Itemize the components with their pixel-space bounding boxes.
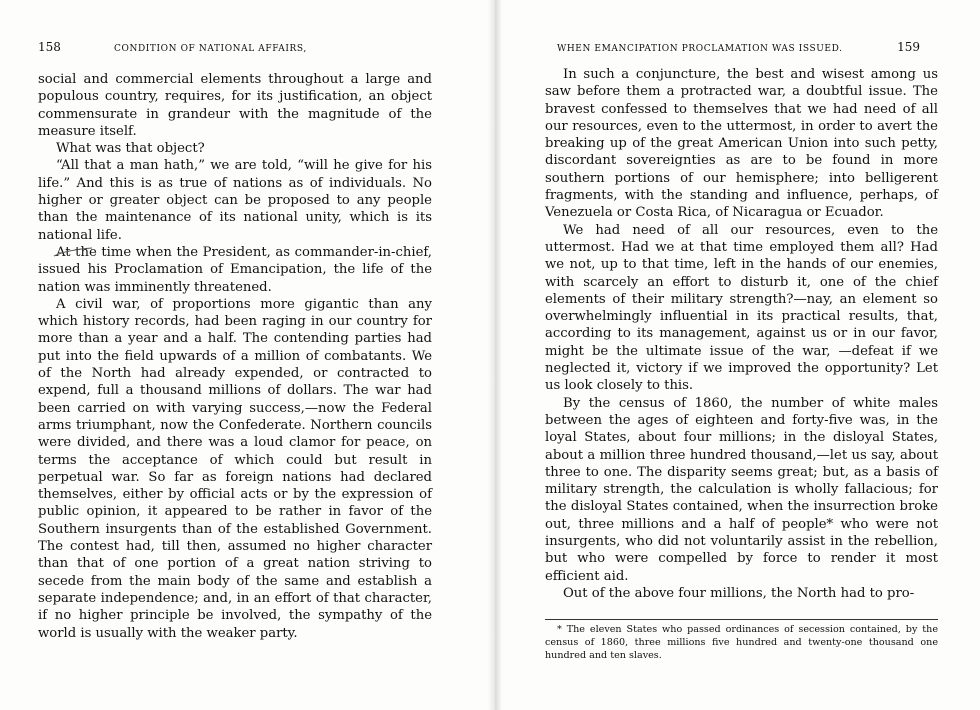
left-page-number: 158 [38,40,61,54]
right-page-number: 159 [897,40,920,54]
right-paragraph-2: We had need of all our resources, even to the uttermost. Had we at that time employed them all? Had we not, up to that time, left in the hands of our enemies, with scarcely an effort to disturb it, one of the chief elements of their military strength?—nay, an element so overwhelmingly influential in its practical results, that, according to its management, against us or in our favor, might be the ultimate issue of the war, —defeat if we neglected it, victory if we improved the opportunity? Let us look closely to this. [545,222,938,394]
left-page [38,0,432,710]
right-page [545,0,938,710]
left-paragraph-2: What was that object? [56,141,205,157]
left-paragraph-1: social and commercial elements throughout a large and populous country, requires, for its justification, an object commensurate in grandeur with the magnitude of the measure itself. [38,72,432,139]
left-paragraph-5: A civil war, of proportions more gigantic than any which history records, had been raging in our country for more than a year and a half. The contending parties had put into the field upwards of a million of combatants. We of the North had already expended, or contracted to expend, full a thousand millions of dollars. The war had been carried on with varying success,—now the Federal arms triumphant, now the Confederate. Northern councils were divided, and there was a loud clamor for peace, on terms the acceptance of which could but result in perpetual war. So far as foreign nations had declared themselves, either by official acts or by the expression of public opinion, it appeared to be rather in favor of the Southern insurgents than of the established Government. The contest had, till then, assumed no higher character than that of one portion of a great nation striving to secede from the main body of the same and establish a separate independence; and, in an effort of that character, if no higher principle be involved, the sympathy of the world is usually with the weaker party. [38,296,432,641]
footnote-text: * The eleven States who passed ordinances of secession contained, by the census of 1860, three millions five hundred and twenty-one thousand one hundred and ten slaves. [545,624,938,661]
book-gutter [488,0,502,710]
left-running-head-text: CONDITION OF NATIONAL AFFAIRS, [114,44,307,54]
left-body-text [38,71,432,642]
right-paragraph-4: Out of the above four millions, the North had to pro- [563,585,915,601]
pencil-margin-mark [52,246,96,260]
left-paragraph-4: At the time when the President, as commander-in-chief, issued his Proclamation of Emancipation, the life of the nation was imminently threatened. [38,244,432,295]
right-body-text [545,66,938,602]
left-running-head [38,40,432,60]
left-paragraph-3: “All that a man hath,” we are told, “will he give for his life.” And this is as true of nations as of individuals. No higher or greater object can be proposed to any people than the maintenance of its national unity, which is its national life. [38,158,432,243]
right-paragraph-3: By the census of 1860, the number of white males between the ages of eighteen and forty-five was, in the loyal States, about four millions; in the disloyal States, about a million three hundred thousand,—let us say, about three to one. The disparity seems great; but, as a basis of military strength, the calculation is wholly fallacious; for the disloyal States contained, when the insurrection broke out, three millions and a half of people* who were not insurgents, who did not voluntarily assist in the rebellion, but who were compelled by force to render it most efficient aid. [545,395,938,584]
right-running-head [545,40,938,60]
footnote [545,623,938,662]
right-paragraph-1: In such a conjuncture, the best and wisest among us saw before them a protracted war, a doubtful issue. The bravest confessed to themselves that we had need of all our resources, even to the uttermost, in order to avert the breaking up of the great American Union into such petty, discordant sovereignties as are to be found in more southern portions of our hemisphere; into belligerent fragments, with the standing and influence, perhaps, of Venezuela or Costa Rica, of Nicaragua or Ecuador. [545,67,938,221]
right-running-head-text: WHEN EMANCIPATION PROCLAMATION WAS ISSUED. [557,44,843,54]
footnote-rule [545,619,938,620]
